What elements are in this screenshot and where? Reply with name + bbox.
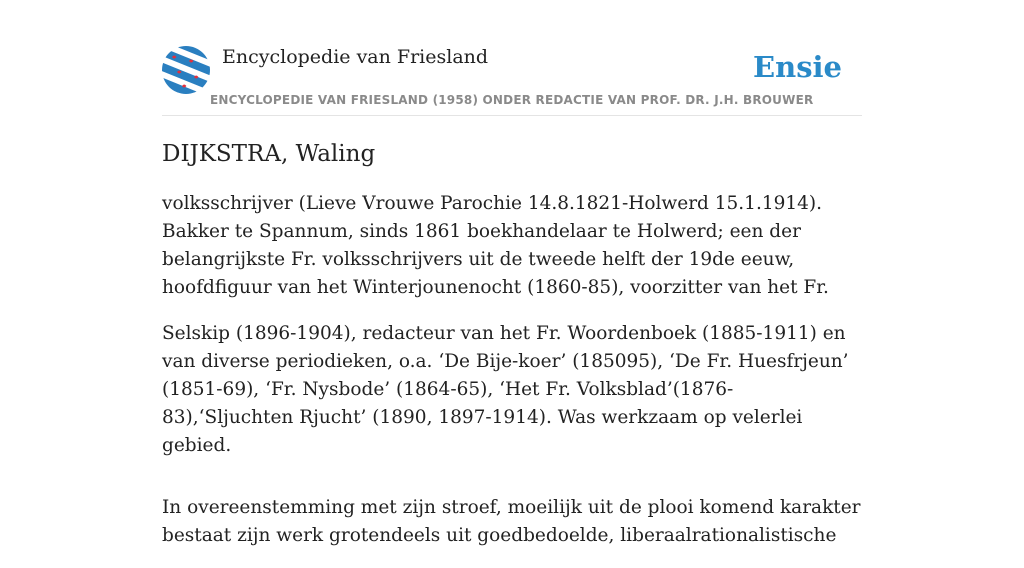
article-paragraph: volksschrijver (Lieve Vrouwe Parochie 14.8.1821-Holwerd 15.1.1914). Bakker te Spannum, sinds 1861 boekhandelaar te Holwerd; een der belangrijkste Fr. volksschrijvers uit de tweede helft der 19de eeuw, hoofdfiguur van het Winterjounenocht (1860-85), voorzitter van het Fr. [162,193,829,298]
article-paragraph: Selskip (1896-1904), redacteur van het Fr. Woordenboek (1885-1911) en van diverse periodieken, o.a. ‘De Bije-koer’ (185095), ‘De Fr. Huesfrjeun’ (1851-69), ‘Fr. Nysbode’ (1864-65), ‘Het Fr. Volksblad’(1876-83),‘Sljuchten Rjucht’ (1890, 1897-1914). Was werkzaam op velerlei gebied. [162,323,849,456]
article [162,138,862,568]
site-header [162,44,862,116]
header-divider [162,115,862,116]
article-paragraph: In overeenstemming met zijn stroef, moeilijk uit de plooi komend karakter bestaat zijn werk grotendeels uit goedbedoelde, liberaalrationalistische [162,497,861,546]
frisian-flag-icon[interactable] [162,46,210,94]
article-headword: DIJKSTRA, Waling [162,141,376,167]
paragraph-spacer [162,478,862,494]
brand-logo-text[interactable]: Ensie [753,50,842,84]
site-title[interactable]: Encyclopedie van Friesland [222,46,489,68]
site-subtitle: ENCYCLOPEDIE VAN FRIESLAND (1958) ONDER REDACTIE VAN PROF. DR. J.H. BROUWER [210,93,814,107]
